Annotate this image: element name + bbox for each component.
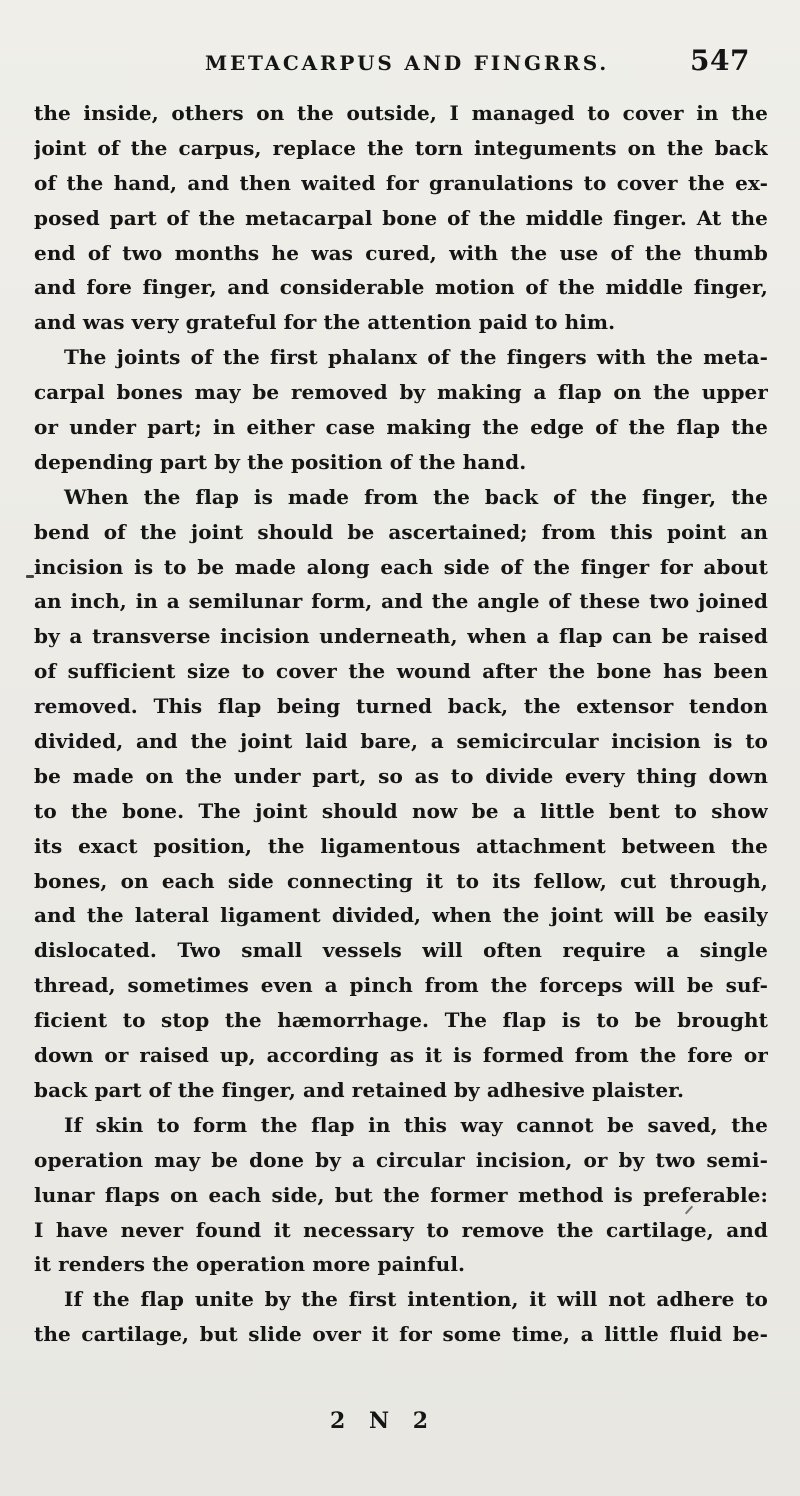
running-head: [0, 44, 800, 81]
body-text: [34, 96, 768, 1352]
text-line: dislocated. Two small vessels will often require a single: [34, 938, 768, 963]
text-line: joint of the carpus, replace the torn integuments on the back: [34, 135, 768, 160]
text-line: and was very grateful for the attention paid to him.: [34, 310, 616, 335]
text-line: The joints of the first phalanx of the fingers with the meta-: [64, 345, 768, 370]
margin-dash-mark: [26, 575, 34, 578]
text-line: I have never found it necessary to remove the cartilage, and: [34, 1217, 768, 1242]
text-line: incision is to be made along each side of the finger for about: [34, 554, 768, 579]
text-line: of the hand, and then waited for granulations to cover the ex-: [34, 170, 768, 195]
text-line: and the lateral ligament divided, when the joint will be easily: [34, 903, 768, 928]
text-line: When the flap is made from the back of the finger, the: [64, 484, 768, 509]
text-line: bones, on each side connecting it to its fellow, cut through,: [34, 868, 768, 893]
text-line: If skin to form the flap in this way cannot be saved, the: [64, 1112, 768, 1137]
text-line: its exact position, the ligamentous attachment between the: [34, 833, 768, 858]
text-line: operation may be done by a circular incision, or by two semi-: [34, 1147, 768, 1172]
text-line: to the bone. The joint should now be a little bent to show: [34, 798, 768, 823]
text-line: down or raised up, according as it is formed from the fore or: [34, 1043, 768, 1068]
text-line: carpal bones may be removed by making a flap on the upper: [34, 380, 768, 405]
text-line: thread, sometimes even a pinch from the forceps will be suf-: [34, 973, 768, 998]
text-line: bend of the joint should be ascertained; from this point an: [34, 519, 768, 544]
page-number: 547: [690, 44, 750, 77]
text-line: and fore finger, and considerable motion of the middle finger,: [34, 275, 768, 300]
text-line: by a transverse incision underneath, when a flap can be raised: [34, 624, 768, 649]
text-line: lunar flaps on each side, but the former method is preferable:: [34, 1182, 768, 1207]
text-line: the cartilage, but slide over it for some time, a little fluid be-: [34, 1322, 768, 1347]
text-line: divided, and the joint laid bare, a semicircular incision is to: [34, 729, 768, 754]
text-line: an inch, in a semilunar form, and the angle of these two joined: [34, 589, 768, 614]
text-line: or under part; in either case making the edge of the flap the: [34, 415, 768, 440]
text-line: of sufficient size to cover the wound after the bone has been: [34, 659, 768, 684]
text-line: be made on the under part, so as to divide every thing down: [34, 763, 768, 788]
signature-mark: 2 N 2: [330, 1408, 437, 1434]
text-line: depending part by the position of the hand.: [34, 449, 527, 474]
text-line: the inside, others on the outside, I managed to cover in the: [34, 101, 768, 125]
text-line: posed part of the metacarpal bone of the middle finger. At the: [34, 205, 768, 230]
text-line: removed. This flap being turned back, the extensor tendon: [34, 694, 768, 719]
text-line: ficient to stop the hæmorrhage. The flap is to be brought: [34, 1008, 768, 1033]
text-line: back part of the finger, and retained by adhesive plaister.: [34, 1077, 685, 1102]
text-line: end of two months he was cured, with the use of the thumb: [34, 240, 768, 265]
text-line: it renders the operation more painful.: [34, 1252, 466, 1277]
text-line: If the flap unite by the first intention, it will not adhere to: [64, 1287, 768, 1312]
running-head-title: METACARPUS AND FINGRRS.: [205, 51, 609, 75]
